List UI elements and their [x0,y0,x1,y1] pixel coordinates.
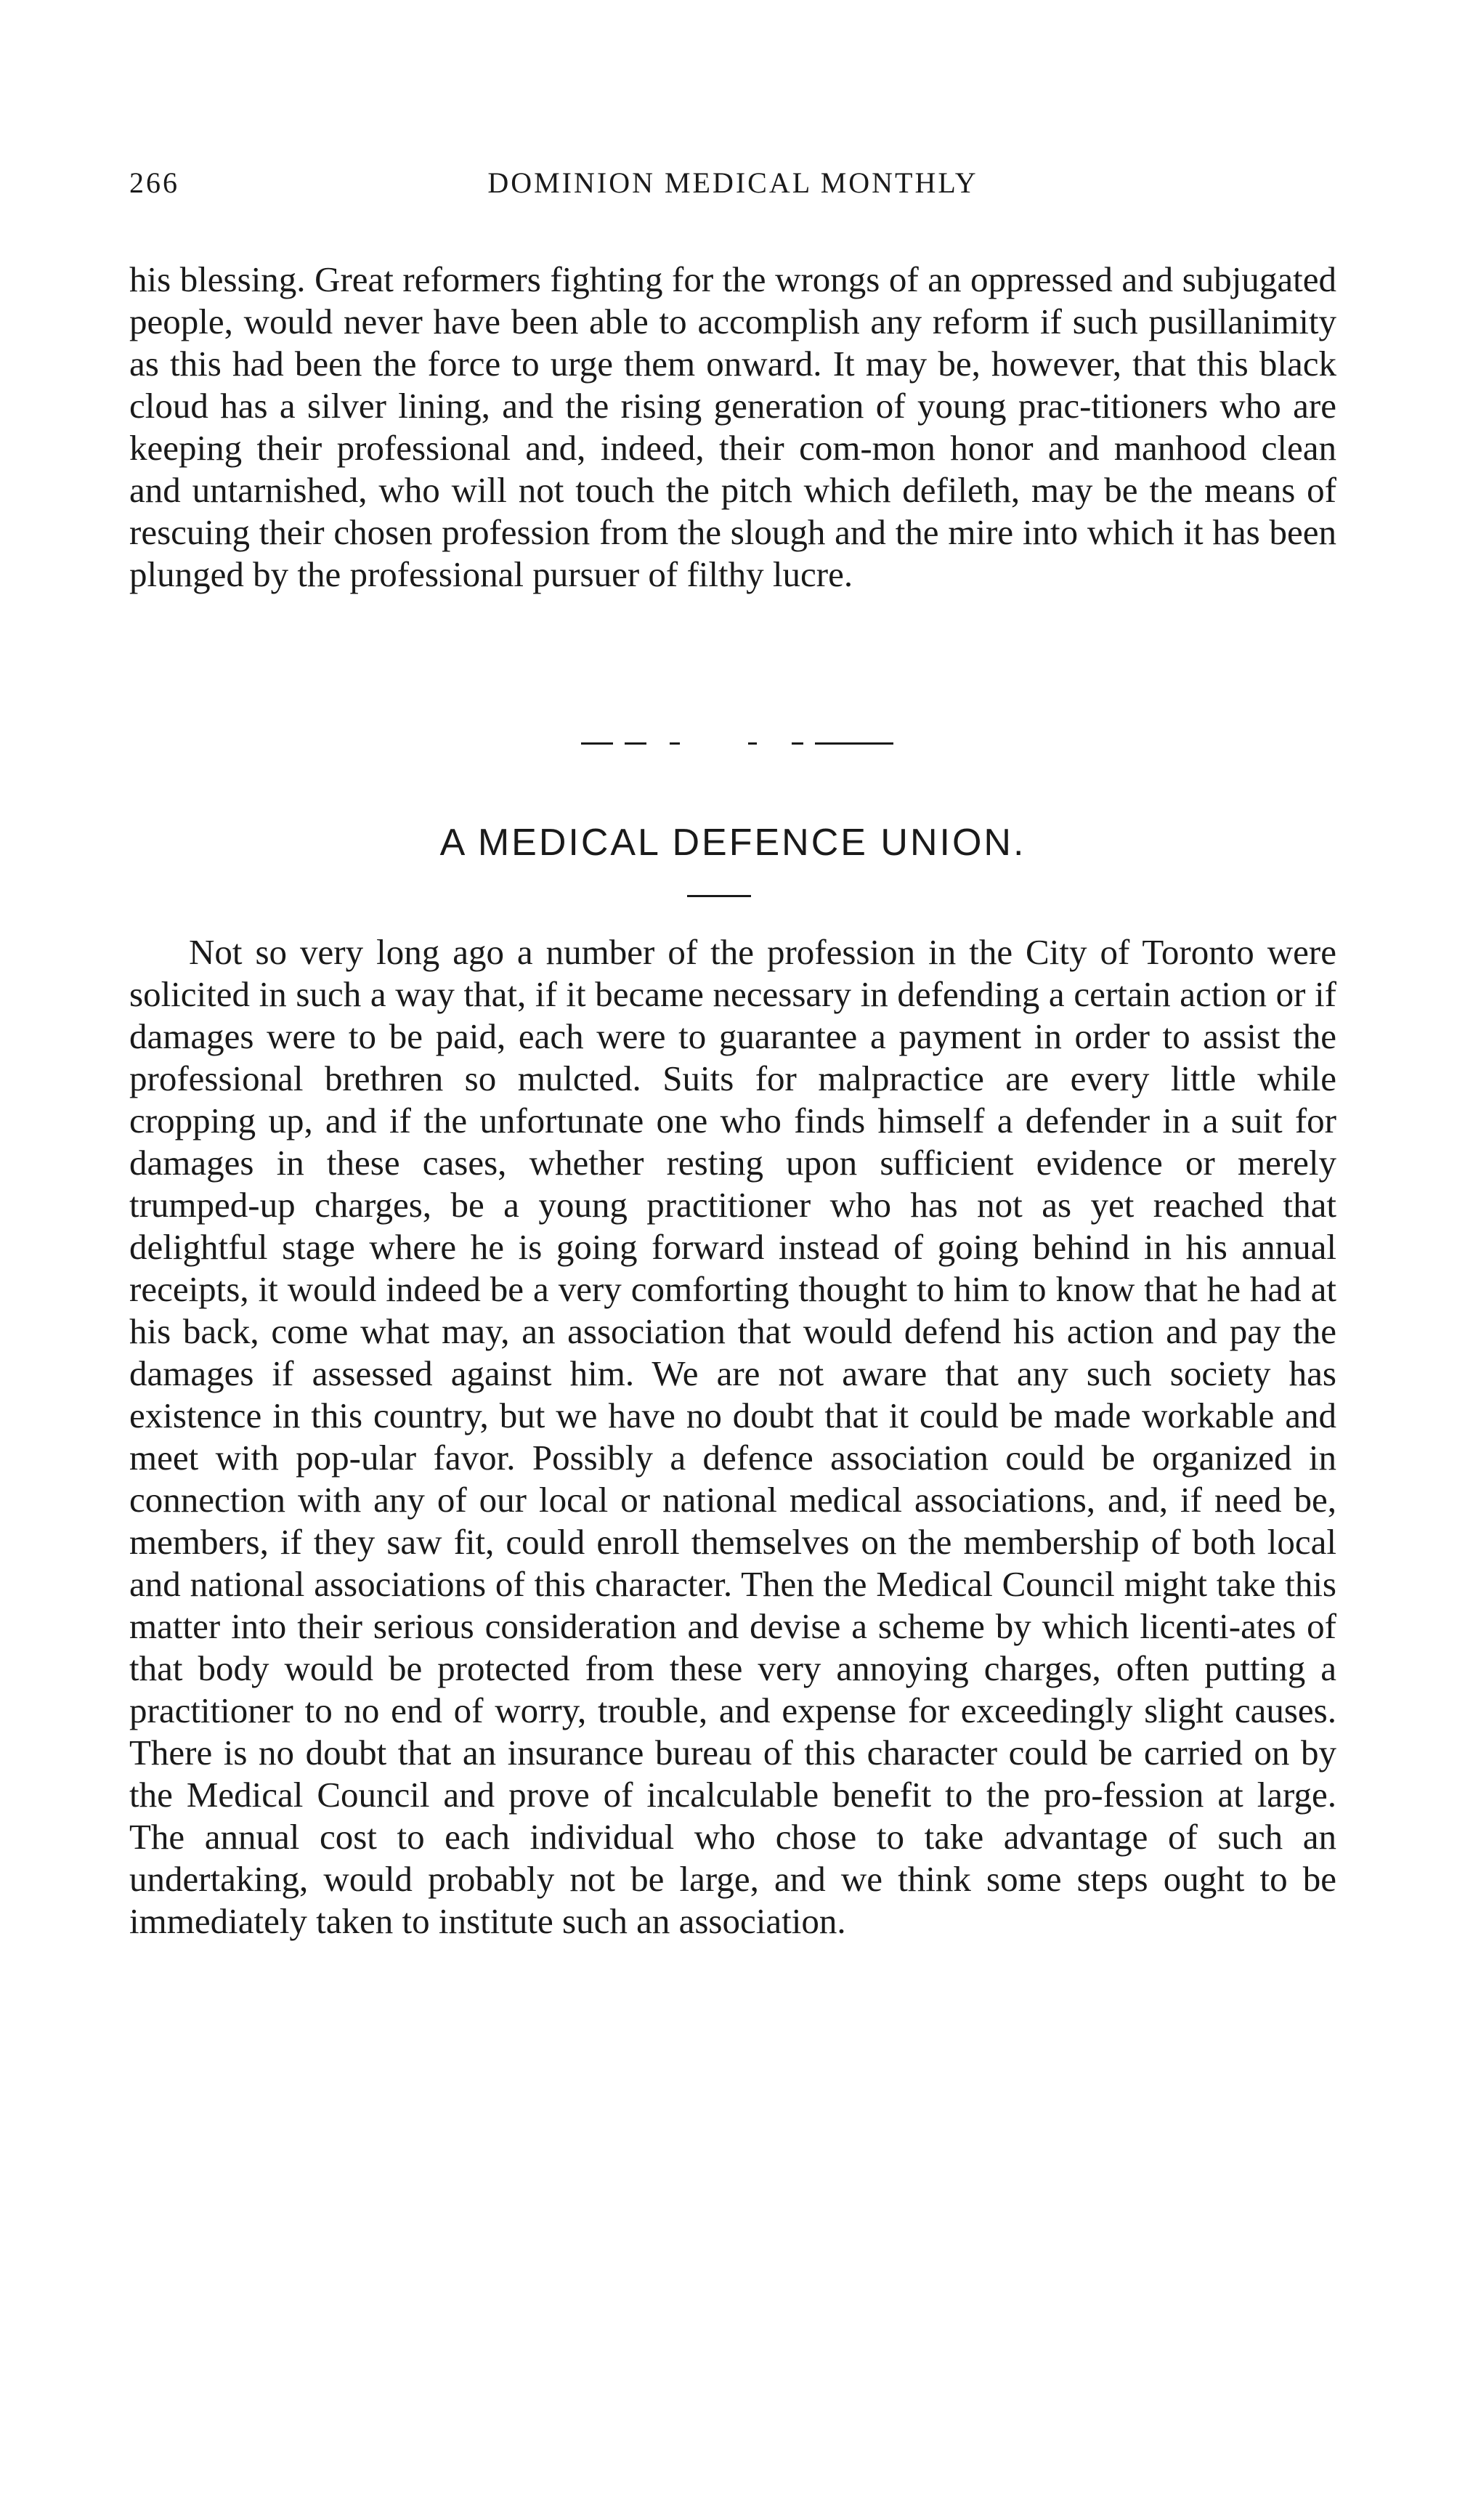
page-number: 266 [129,166,179,199]
section-divider-dash [625,742,646,745]
section-divider-dash [670,742,680,745]
article-title: A MEDICAL DEFENCE UNION. [439,822,1026,864]
journal-title: DOMINION MEDICAL MONTHLY [487,166,978,199]
running-header [129,161,1336,205]
section-divider-dash [748,742,757,745]
section-divider-dash [581,742,613,745]
section-divider-dash [792,742,803,745]
title-rule [687,895,751,897]
continued-paragraph: his blessing. Great reformers fighting for the wrongs of an oppressed and subjugated people, would never have been able to accomplish any reform if such pusillanimity as this had been the force to urge them onward. It may be, however, that this black cloud has a silver lining, and the rising generation of young prac-titioners who are keeping their professional and, indeed, their com-mon honor and manhood clean and untarnished, who will not touch the pitch which defileth, may be the means of rescuing their chosen profession from the slough and the mire into which it has been plunged by the professional pursuer of filthy lucre. [129,259,1336,594]
section-divider-dash [815,742,893,745]
article-body: Not so very long ago a number of the profession in the City of Toronto were solicited in such a way that, if it became necessary in defending a certain action or if damages were to be paid, each were to guarantee a payment in order to assist the professional brethren so mulcted. Suits for malpractice are every little while cropping up, and if the unfortunate one who finds himself a defender in a suit for damages in these cases, whether resting upon sufficient evidence or merely trumped-up charges, be a young practitioner who has not as yet reached that delightful stage where he is going forward instead of going behind in his annual receipts, it would indeed be a very comforting thought to him to know that he had at his back, come what may, an association that would defend his action and pay the damages if assessed against him. We are not aware that any such society has existence in this country, but we have no doubt that it could be made workable and meet with pop-ular favor. Possibly a defence association could be organized in connection with any of our local or national medical associations, and, if need be, members, if they saw fit, could enroll themselves on the membership of both local and national associations of this character. Then the Medical Council might take this matter into their serious consideration and devise a scheme by which licenti-ates of that body would be protected from these very annoying charges, often putting a practitioner to no end of worry, trouble, and expense for exceedingly slight causes. There is no doubt that an insurance bureau of this character could be carried on by the Medical Council and prove of incalculable benefit to the pro-fession at large. The annual cost to each individual who chose to take advantage of such an undertaking, would probably not be large, and we think some steps ought to be immediately taken to institute such an association. [129,932,1336,1941]
